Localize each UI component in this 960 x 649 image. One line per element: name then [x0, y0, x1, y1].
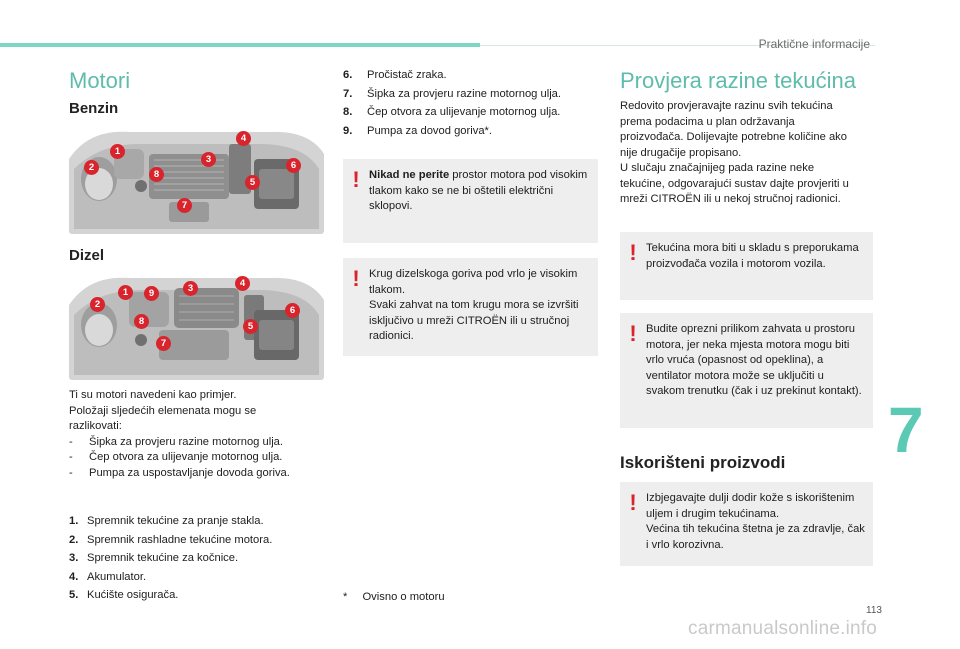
warning-exclamation-icon: ! [629, 240, 637, 265]
header-title: Praktične informacije [758, 37, 870, 51]
page-number: 113 [866, 605, 882, 616]
provjera-intro [620, 99, 880, 208]
dizel-callout-4: 4 [235, 276, 250, 291]
list-item: 5. Kućište osigurača. [69, 589, 179, 601]
dizel-callout-5: 5 [243, 319, 258, 334]
benzin-callout-4: 4 [236, 131, 251, 146]
warning-bold-text: Nikad ne perite [369, 169, 450, 181]
warning-text: Izbjegavajte dulji dodir kože s iskorištenim uljem i drugim tekućinama. [646, 492, 855, 520]
warning-box-diesel-circuit [343, 258, 598, 356]
dizel-callout-8: 8 [134, 314, 149, 329]
list-item: 6. Pročistač zraka. [343, 69, 447, 81]
subtitle-benzin: Benzin [69, 100, 119, 117]
intro-line: Redovito provjeravajte razinu svih tekućina [620, 100, 833, 112]
intro-line: Položaji sljedećih elemenata mogu se [69, 404, 257, 417]
list-item: 1. Spremnik tekućine za pranje stakla. [69, 515, 264, 527]
benzin-callout-8: 8 [149, 167, 164, 182]
list-item: - Šipka za provjeru razine motornog ulja. [69, 435, 284, 448]
benzin-callout-5: 5 [245, 175, 260, 190]
footnote-mark: * [343, 591, 348, 603]
list-item: 9. Pumpa za dovod goriva*. [343, 124, 493, 137]
intro-line: razlikovati: [69, 420, 122, 432]
benzin-engine-illustration [69, 124, 324, 234]
intro-line: nije drugačije propisano. [620, 146, 742, 159]
warning-text: prostor motora pod visokim tlakom kako se ne bi oštetili električni sklopovi. [369, 169, 588, 212]
warning-box-used-fluids [620, 482, 873, 566]
dizel-callout-2: 2 [90, 297, 105, 312]
components-list-1-5 [69, 512, 329, 605]
motori-intro [69, 388, 329, 481]
list-item: - Čep otvora za ulijevanje motornog ulja. [69, 451, 283, 463]
dizel-callout-1: 1 [118, 285, 133, 300]
dizel-callout-9: 9 [144, 286, 159, 301]
intro-line: tekućine, odgovarajući sustav dajte provjeriti u [620, 177, 849, 190]
benzin-callout-2: 2 [84, 160, 99, 175]
warning-text: Tekućina mora biti u skladu s preporukama proizvođača vozila i motorom vozila. [646, 242, 859, 270]
warning-box-pressure-wash [343, 159, 598, 243]
intro-line: U slučaju značajnijeg pada razine neke [620, 162, 815, 174]
intro-line: prema podacima u plan održavanja [620, 115, 795, 128]
benzin-callout-6: 6 [286, 158, 301, 173]
footnote-text: Ovisno o motoru [362, 591, 445, 603]
warning-text: Svaki zahvat na tom krugu mora se izvršiti isključivo u mreži CITROËN ili u stručnoj radionici. [369, 299, 579, 342]
watermark: carmanualsonline.info [688, 618, 878, 639]
section-title-provjera: Provjera razine tekućina [620, 68, 857, 93]
benzin-callout-7: 7 [177, 198, 192, 213]
warning-text: Budite oprezni prilikom zahvata u prostoru motora, jer neka mjesta motora mogu biti vrlo vruća (opasnost od opeklina), a ventilator motora može se uključiti u svakom trenutku (čak i uz prekinut kontakt). [646, 323, 862, 397]
list-item: 3. Spremnik tekućine za kočnice. [69, 552, 239, 564]
components-list-6-9 [343, 66, 603, 140]
subtitle-dizel: Dizel [69, 247, 105, 264]
dizel-callout-7: 7 [156, 336, 171, 351]
warning-exclamation-icon: ! [352, 167, 360, 192]
variation-list [69, 435, 329, 482]
intro-line: mreži CITROËN ili u nekoj stručnoj radionici. [620, 193, 841, 205]
intro-line: Ti su motori navedeni kao primjer. [69, 389, 237, 401]
warning-text: Krug dizelskoga goriva pod vrlo je visokim tlakom. [369, 268, 578, 296]
warning-text: Većina tih tekućina štetna je za zdravlje, čak i vrlo korozivna. [646, 523, 865, 551]
warning-exclamation-icon: ! [352, 266, 360, 291]
header-accent-bar [0, 43, 480, 47]
benzin-callout-3: 3 [201, 152, 216, 167]
list-item: 7. Šipka za provjeru razine motornog ulja. [343, 87, 562, 100]
dizel-callout-3: 3 [183, 281, 198, 296]
footnote [343, 590, 445, 606]
list-item: 8. Čep otvora za ulijevanje motornog ulja. [343, 106, 561, 118]
chapter-number: 7 [888, 394, 924, 466]
warning-exclamation-icon: ! [629, 490, 637, 515]
dizel-callout-6: 6 [285, 303, 300, 318]
list-item: 2. Spremnik rashladne tekućine motora. [69, 533, 273, 546]
benzin-callout-1: 1 [110, 144, 125, 159]
intro-line: proizvođača. Dolijevajte potrebne količine ako [620, 131, 847, 143]
warning-box-hot-engine [620, 313, 873, 428]
list-item: 4. Akumulator. [69, 570, 147, 583]
warning-box-fluid-spec [620, 232, 873, 300]
benzin-engine-image [69, 124, 324, 234]
section-title-motori: Motori [69, 68, 131, 93]
subtitle-iskoristeni-proizvodi: Iskorišteni proizvodi [620, 453, 786, 472]
list-item: - Pumpa za uspostavljanje dovoda goriva. [69, 466, 290, 479]
warning-exclamation-icon: ! [629, 321, 637, 346]
